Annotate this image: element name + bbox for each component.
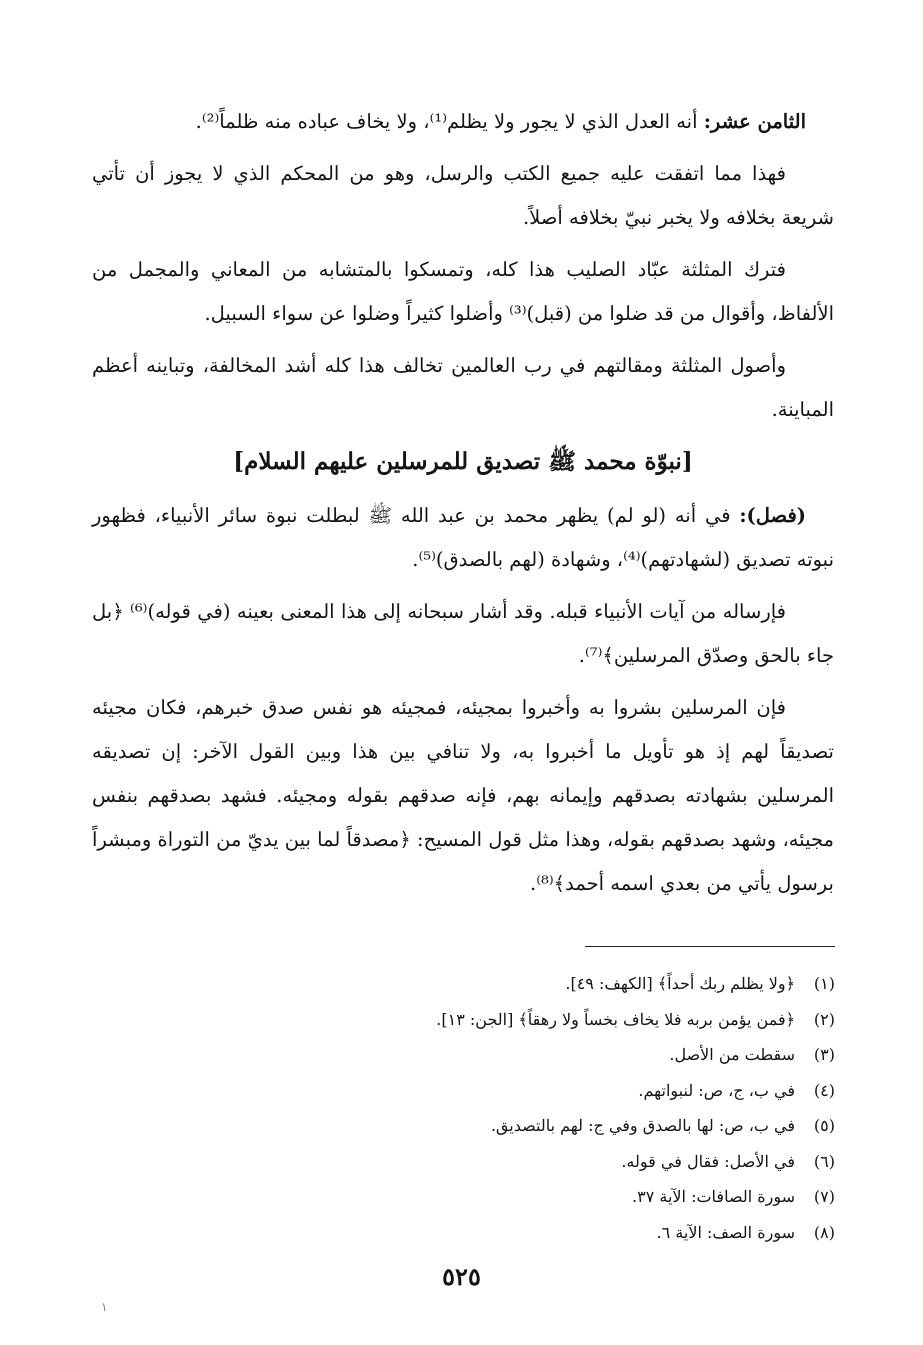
paragraph-7 — [92, 686, 834, 906]
footnote-number: (٢) — [813, 1009, 835, 1029]
footnote-text: في ب، ص: لها بالصدق وفي ج: لهم بالتصديق. — [490, 1116, 795, 1135]
paragraph-lead: (فصل): — [739, 504, 806, 527]
footnote-4 — [300, 1073, 835, 1109]
footnote-text: سورة الصافات: الآية ٣٧. — [632, 1187, 795, 1206]
footnote-text: في ب، ج، ص: لنبواتهم. — [638, 1080, 795, 1100]
paragraph-lead: الثامن عشر: — [703, 110, 806, 133]
paragraph-text: فإرساله من آيات الأنبياء قبله. وقد أشار سبحانه إلى هذا المعنى بعينه (في قوله)⁽⁶⁾ ﴿بل جاء بالحق وصدّق المرسلين﴾⁽⁷⁾. — [92, 600, 834, 667]
paragraph-3 — [92, 248, 834, 336]
paragraph-2 — [92, 152, 834, 240]
footnote-number: (٧) — [813, 1187, 835, 1206]
footnote-3 — [300, 1037, 835, 1073]
footnote-8 — [300, 1215, 835, 1251]
paragraph-text: فترك المثلثة عبّاد الصليب هذا كله، وتمسكوا بالمتشابه من المعاني والمجمل من الألفاظ، وأقوال من قد ضلوا من (قبل)⁽³⁾ وأضلوا كثيراً وضلوا عن سواء السبيل. — [92, 258, 834, 325]
paragraph-text: وأصول المثلثة ومقالتهم في رب العالمين تخالف هذا كله أشد المخالفة، وتباينه أعظم المباينة. — [92, 354, 834, 421]
paragraph-text: أنه العدل الذي لا يجور ولا يظلم⁽¹⁾، ولا يخاف عباده منه ظلماً⁽²⁾. — [195, 110, 704, 133]
footnote-number: (٣) — [813, 1045, 835, 1064]
footnote-text: ﴿ولا يظلم ربك أحداً﴾ [الكهف: ٤٩]. — [565, 974, 795, 993]
footnote-separator — [585, 946, 835, 947]
page-number: ٥٢٥ — [442, 1262, 481, 1291]
footnote-2 — [300, 1002, 835, 1038]
footnote-number: (٦) — [813, 1151, 835, 1171]
footnotes — [300, 966, 835, 1250]
footnote-text: سقطت من الأصل. — [669, 1045, 795, 1064]
footnote-number: (٥) — [813, 1116, 835, 1135]
section-heading: [نبوّة محمد ﷺ تصديق للمرسلين عليهم السلام] — [233, 448, 693, 475]
footnote-number: (١) — [813, 974, 835, 993]
paragraph-text: في أنه (لو لم) يظهر محمد بن عبد الله ﷺ لبطلت نبوة سائر الأنبياء، فظهور نبوته تصديق (لشهادتهم)⁽⁴⁾، وشهادة (لهم بالصدق)⁽⁵⁾. — [92, 504, 834, 571]
margin-mark: ١ — [101, 1300, 108, 1314]
footnote-number: (٤) — [813, 1080, 835, 1100]
paragraph-text: فهذا مما اتفقت عليه جميع الكتب والرسل، وهو من المحكم الذي لا يجوز أن تأتي شريعة بخلافه ولا يخبر نبيّ بخلافه أصلاً. — [92, 162, 834, 229]
footnote-1 — [300, 966, 835, 1002]
paragraph-5 — [92, 494, 834, 582]
main-text — [92, 100, 834, 914]
footnote-text: ﴿فمن يؤمن بربه فلا يخاف بخساً ولا رهقاً﴾ [الجن: ١٣]. — [436, 1009, 795, 1029]
paragraph-text: فإن المرسلين بشروا به وأخبروا بمجيئه، فمجيئه هو نفس صدق خبرهم، فكان مجيئه تصديقاً لهم إذ هو تأويل ما أخبروا به، ولا تنافي بين هذا وبين القول الآخر: إن تصديقه المرسلين بشهادته بصدقهم وإيمانه بهم، فإنه صدقهم بقوله ومجيئه. فشهد بصدقهم بنفس مجيئه، وشهد بصدقهم بقوله، وهذا مثل قول المسيح: ﴿مصدقاً لما بين يديّ من التوراة ومبشراً برسول يأتي من بعدي اسمه أحمد﴾⁽⁸⁾. — [92, 696, 834, 895]
footnote-7 — [300, 1179, 835, 1215]
footnote-text: سورة الصف: الآية ٦. — [656, 1222, 795, 1242]
footnote-text: في الأصل: فقال في قوله. — [621, 1151, 795, 1171]
footnote-5 — [300, 1108, 835, 1144]
paragraph-4 — [92, 344, 834, 432]
footnote-6 — [300, 1144, 835, 1180]
paragraph-1 — [92, 100, 834, 144]
paragraph-6 — [92, 590, 834, 678]
footnote-number: (٨) — [813, 1222, 835, 1242]
